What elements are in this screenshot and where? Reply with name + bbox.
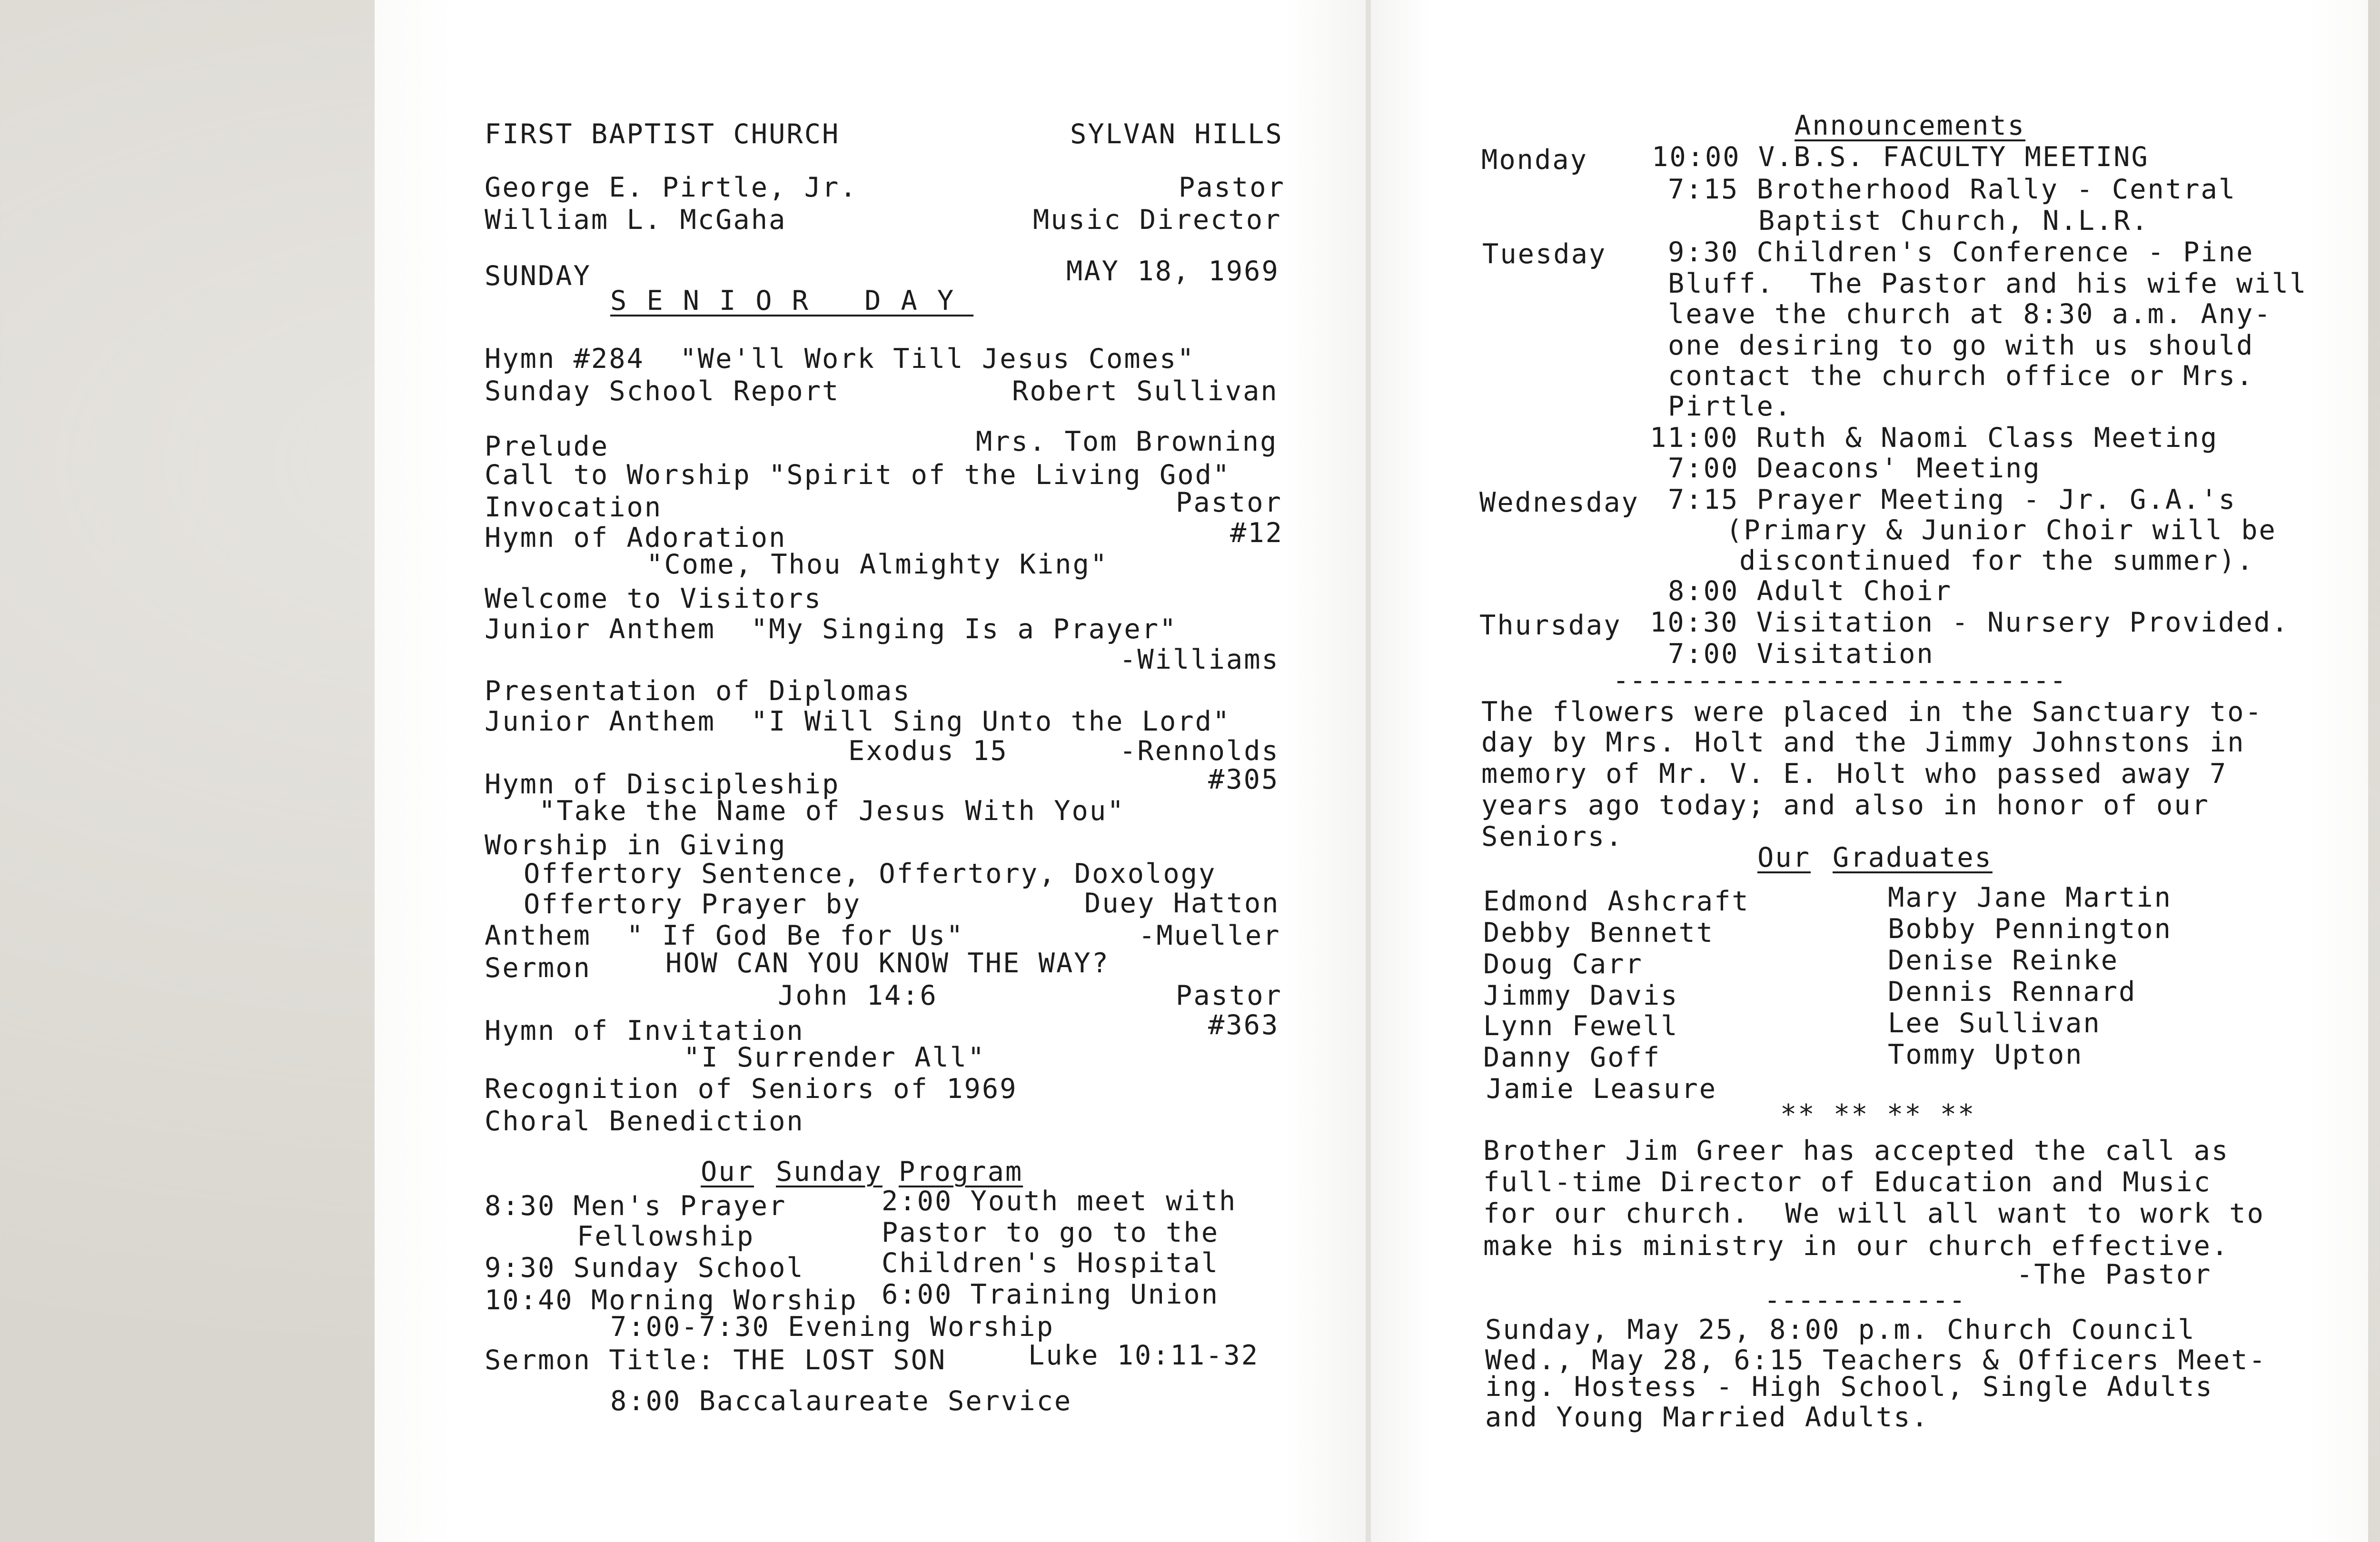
order-item: Junior Anthem "My Singing Is a Prayer" bbox=[485, 613, 1178, 645]
service-date: MAY 18, 1969 bbox=[1066, 256, 1279, 287]
announcement-line: leave the church at 8:30 a.m. Any- bbox=[1668, 298, 2272, 330]
announcement-line: 7:00 Visitation bbox=[1668, 638, 1934, 670]
hymn-title: "Come, Thou Almighty King" bbox=[646, 549, 1109, 580]
announcement-line: 9:30 Children's Conference - Pine bbox=[1668, 237, 2254, 268]
greer-note: make his ministry in our church effective. bbox=[1483, 1230, 2230, 1262]
announcement-line: 11:00 Ruth & Naomi Class Meeting bbox=[1650, 422, 2219, 454]
service-day: SUNDAY bbox=[485, 260, 591, 292]
graduate-name: Bobby Pennington bbox=[1888, 913, 2172, 945]
announcement-line: Baptist Church, N.L.R. bbox=[1758, 205, 2149, 237]
order-item: Recognition of Seniors of 1969 bbox=[485, 1073, 1018, 1105]
program-heading: Program bbox=[899, 1156, 1023, 1187]
flowers-note: memory of Mr. V. E. Holt who passed away 7 bbox=[1481, 758, 2228, 790]
graduate-name: Doug Carr bbox=[1483, 949, 1643, 980]
weekday-label: Wednesday bbox=[1479, 487, 1639, 518]
order-item-leader: Robert Sullivan bbox=[1012, 376, 1279, 407]
order-item: Hymn #284 "We'll Work Till Jesus Comes" bbox=[485, 343, 1195, 375]
graduate-name: Jimmy Davis bbox=[1483, 980, 1679, 1011]
upcoming-event: and Young Married Adults. bbox=[1485, 1402, 1929, 1433]
announcement-line: Bluff. The Pastor and his wife will bbox=[1668, 268, 2308, 299]
order-item-leader: Pastor bbox=[1176, 487, 1282, 518]
music-director-title: Music Director bbox=[1033, 204, 1282, 236]
graduates-heading: Graduates bbox=[1833, 842, 1993, 873]
hymn-number: #12 bbox=[1230, 517, 1283, 549]
program-item: 9:30 Sunday School bbox=[485, 1252, 804, 1284]
graduate-name: Lee Sullivan bbox=[1888, 1008, 2101, 1039]
order-item: Presentation of Diplomas bbox=[485, 675, 911, 707]
order-item: Invocation bbox=[485, 492, 663, 523]
composer: -Mueller bbox=[1139, 920, 1281, 951]
announcement-line: Pirtle. bbox=[1668, 391, 1793, 422]
order-item: Offertory Sentence, Offertory, Doxology bbox=[524, 858, 1217, 890]
greer-note: for our church. We will all want to work to bbox=[1483, 1198, 2265, 1229]
scripture-reference: Luke 10:11-32 bbox=[1028, 1340, 1259, 1371]
upcoming-event: ing. Hostess - High School, Single Adults bbox=[1485, 1371, 2213, 1403]
graduates-heading: Our bbox=[1757, 842, 1811, 873]
announcement-line: 10:00 V.B.S. FACULTY MEETING bbox=[1652, 141, 2149, 173]
weekday-label: Thursday bbox=[1479, 610, 1622, 641]
greer-note: full-time Director of Education and Music bbox=[1483, 1166, 2211, 1198]
order-item: Sermon bbox=[485, 952, 591, 984]
order-item-leader: Mrs. Tom Browning bbox=[976, 426, 1278, 457]
program-item: 2:00 Youth meet with bbox=[882, 1186, 1237, 1217]
program-item: Children's Hospital bbox=[882, 1247, 1220, 1279]
scripture-reference: John 14:6 bbox=[778, 980, 938, 1011]
graduate-name: Edmond Ashcraft bbox=[1483, 886, 1750, 917]
order-item-leader: Duey Hatton bbox=[1084, 888, 1280, 919]
flowers-note: The flowers were placed in the Sanctuary to- bbox=[1481, 696, 2263, 728]
announcement-line: 7:15 Prayer Meeting - Jr. G.A.'s bbox=[1668, 484, 2237, 515]
composer: -Rennolds bbox=[1120, 735, 1279, 767]
program-item: 7:00-7:30 Evening Worship bbox=[610, 1311, 1054, 1343]
announcement-line: 10:30 Visitation - Nursery Provided. bbox=[1650, 607, 2290, 638]
order-item: Call to Worship "Spirit of the Living God" bbox=[485, 459, 1231, 491]
church-name: FIRST BAPTIST CHURCH bbox=[485, 119, 840, 150]
star-separator: ** ** ** ** bbox=[1780, 1099, 1976, 1130]
order-item: Hymn of Discipleship bbox=[485, 769, 840, 800]
occasion-title: SENIOR DAY bbox=[610, 285, 974, 316]
graduate-name: Danny Goff bbox=[1483, 1042, 1661, 1073]
program-item: 8:00 Baccalaureate Service bbox=[610, 1385, 1072, 1417]
order-item: Hymn of Adoration bbox=[485, 522, 787, 554]
graduate-name: Dennis Rennard bbox=[1888, 976, 2137, 1008]
announcements-heading: Announcements bbox=[1795, 110, 2026, 141]
order-item: Offertory Prayer by bbox=[524, 889, 862, 920]
scripture-reference: Exodus 15 bbox=[848, 735, 1008, 767]
hymn-title: "I Surrender All" bbox=[684, 1042, 986, 1073]
pastor-name: George E. Pirtle, Jr. bbox=[485, 172, 858, 203]
graduate-name: Mary Jane Martin bbox=[1888, 882, 2172, 913]
program-heading: Sunday bbox=[776, 1156, 883, 1187]
graduate-name: Debby Bennett bbox=[1483, 917, 1715, 949]
section-divider: --------------------------- bbox=[1613, 665, 2067, 696]
program-heading: Our bbox=[701, 1156, 754, 1187]
order-item: Junior Anthem "I Will Sing Unto the Lord" bbox=[485, 706, 1231, 737]
program-item: 8:30 Men's Prayer bbox=[485, 1190, 787, 1222]
graduate-name: Denise Reinke bbox=[1888, 945, 2119, 976]
order-item: Worship in Giving bbox=[485, 830, 787, 861]
announcement-line: contact the church office or Mrs. bbox=[1668, 360, 2254, 392]
order-item-leader: Pastor bbox=[1176, 980, 1282, 1011]
program-item: Pastor to go to the bbox=[882, 1217, 1220, 1248]
greer-note: Brother Jim Greer has accepted the call as bbox=[1483, 1135, 2230, 1166]
program-item: 10:40 Morning Worship bbox=[485, 1285, 858, 1316]
hymn-number: #363 bbox=[1208, 1009, 1279, 1041]
announcement-line: 8:00 Adult Choir bbox=[1668, 575, 1953, 607]
graduate-name: Tommy Upton bbox=[1888, 1039, 2083, 1070]
greer-note-signature: -The Pastor bbox=[2016, 1259, 2212, 1290]
announcement-line: (Primary & Junior Choir will be bbox=[1726, 514, 2277, 546]
section-divider: ------------ bbox=[1764, 1285, 1966, 1316]
church-location: SYLVAN HILLS bbox=[1070, 119, 1283, 150]
order-item: Welcome to Visitors bbox=[485, 583, 823, 614]
flowers-note: Seniors. bbox=[1481, 821, 1624, 852]
announcement-line: one desiring to go with us should bbox=[1668, 330, 2254, 361]
pastor-title: Pastor bbox=[1179, 172, 1285, 203]
composer: -Williams bbox=[1120, 644, 1279, 675]
sermon-title: HOW CAN YOU KNOW THE WAY? bbox=[665, 948, 1110, 979]
flowers-note: day by Mrs. Holt and the Jimmy Johnstons in bbox=[1481, 727, 2245, 758]
order-item: Anthem " If God Be for Us" bbox=[485, 920, 964, 951]
announcement-line: discontinued for the summer). bbox=[1739, 545, 2255, 576]
hymn-number: #305 bbox=[1208, 764, 1279, 795]
announcement-line: 7:00 Deacons' Meeting bbox=[1668, 453, 2041, 484]
graduate-name: Jamie Leasure bbox=[1486, 1073, 1717, 1105]
graduate-name: Lynn Fewell bbox=[1483, 1010, 1679, 1042]
program-item: Fellowship bbox=[577, 1221, 755, 1252]
music-director-name: William L. McGaha bbox=[485, 204, 787, 236]
order-item: Hymn of Invitation bbox=[485, 1015, 804, 1047]
upcoming-event: Wed., May 28, 6:15 Teachers & Officers Meet- bbox=[1485, 1344, 2267, 1376]
order-item: Sunday School Report bbox=[485, 376, 840, 407]
announcement-line: 7:15 Brotherhood Rally - Central bbox=[1668, 174, 2237, 205]
order-item: Choral Benediction bbox=[485, 1106, 804, 1137]
order-item: Prelude bbox=[485, 431, 609, 462]
program-item: 6:00 Training Union bbox=[882, 1279, 1220, 1310]
program-item: Sermon Title: THE LOST SON bbox=[485, 1344, 947, 1376]
weekday-label: Tuesday bbox=[1482, 238, 1607, 270]
upcoming-event: Sunday, May 25, 8:00 p.m. Church Council bbox=[1485, 1314, 2196, 1345]
page-fold bbox=[1366, 0, 1371, 1542]
flowers-note: years ago today; and also in honor of our bbox=[1481, 790, 2210, 821]
weekday-label: Monday bbox=[1481, 144, 1588, 176]
hymn-title: "Take the Name of Jesus With You" bbox=[539, 795, 1125, 827]
